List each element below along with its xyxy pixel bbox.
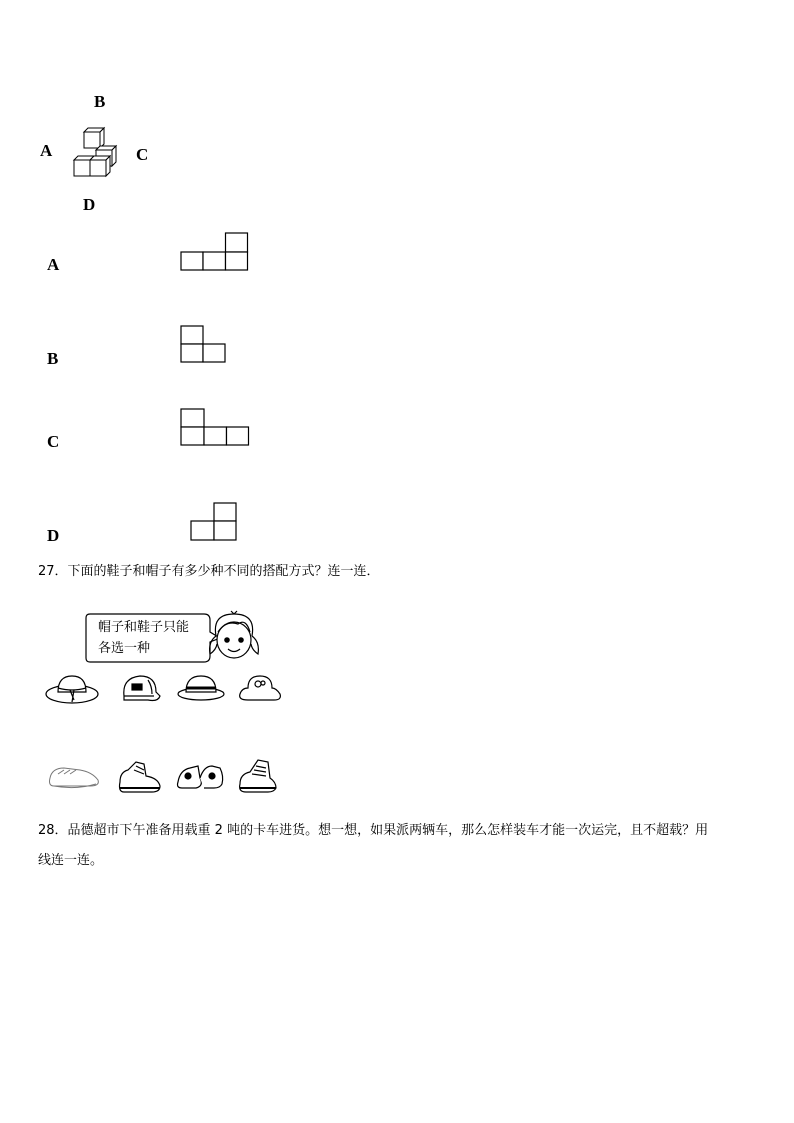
question-28-line-1: 28．品德超市下午准备用载重 2 吨的卡车进货。想一想，如果派两辆车，那么怎样装车才能一次运完，且不超载？用 (38, 823, 709, 838)
option-d-label: D (47, 526, 60, 545)
hat-4-icon[interactable] (236, 670, 284, 706)
question-27-text: 27．下面的鞋子和帽子有多少种不同的搭配方式？连一连． (38, 564, 380, 579)
option-c-label: C (47, 432, 60, 451)
option-c-view (180, 408, 252, 448)
option-b-view (180, 325, 230, 365)
bubble-line-1: 帽子和鞋子只能 (98, 620, 190, 635)
cube-label-d: D (83, 195, 96, 214)
question-28-line-2: 线连一连。 (38, 853, 104, 868)
option-a-label: A (47, 255, 60, 274)
shoe-1-icon[interactable] (46, 758, 104, 792)
shoe-3-icon[interactable] (174, 756, 228, 794)
shoe-2-icon[interactable] (116, 756, 166, 796)
option-a-view (180, 232, 250, 272)
hat-1-icon[interactable] (44, 670, 104, 708)
bubble-line-2: 各选一种 (98, 641, 151, 656)
girl-icon (206, 610, 264, 666)
cube-label-c: C (136, 145, 149, 164)
option-d-view (190, 502, 240, 542)
shoe-4-icon[interactable] (236, 756, 280, 796)
option-b-label: B (47, 349, 59, 368)
hat-2-icon[interactable] (118, 670, 164, 706)
cube-label-a: A (40, 141, 53, 160)
hat-3-icon[interactable] (176, 672, 228, 704)
cube-stack-figure (70, 126, 122, 180)
cube-label-b: B (94, 92, 106, 111)
